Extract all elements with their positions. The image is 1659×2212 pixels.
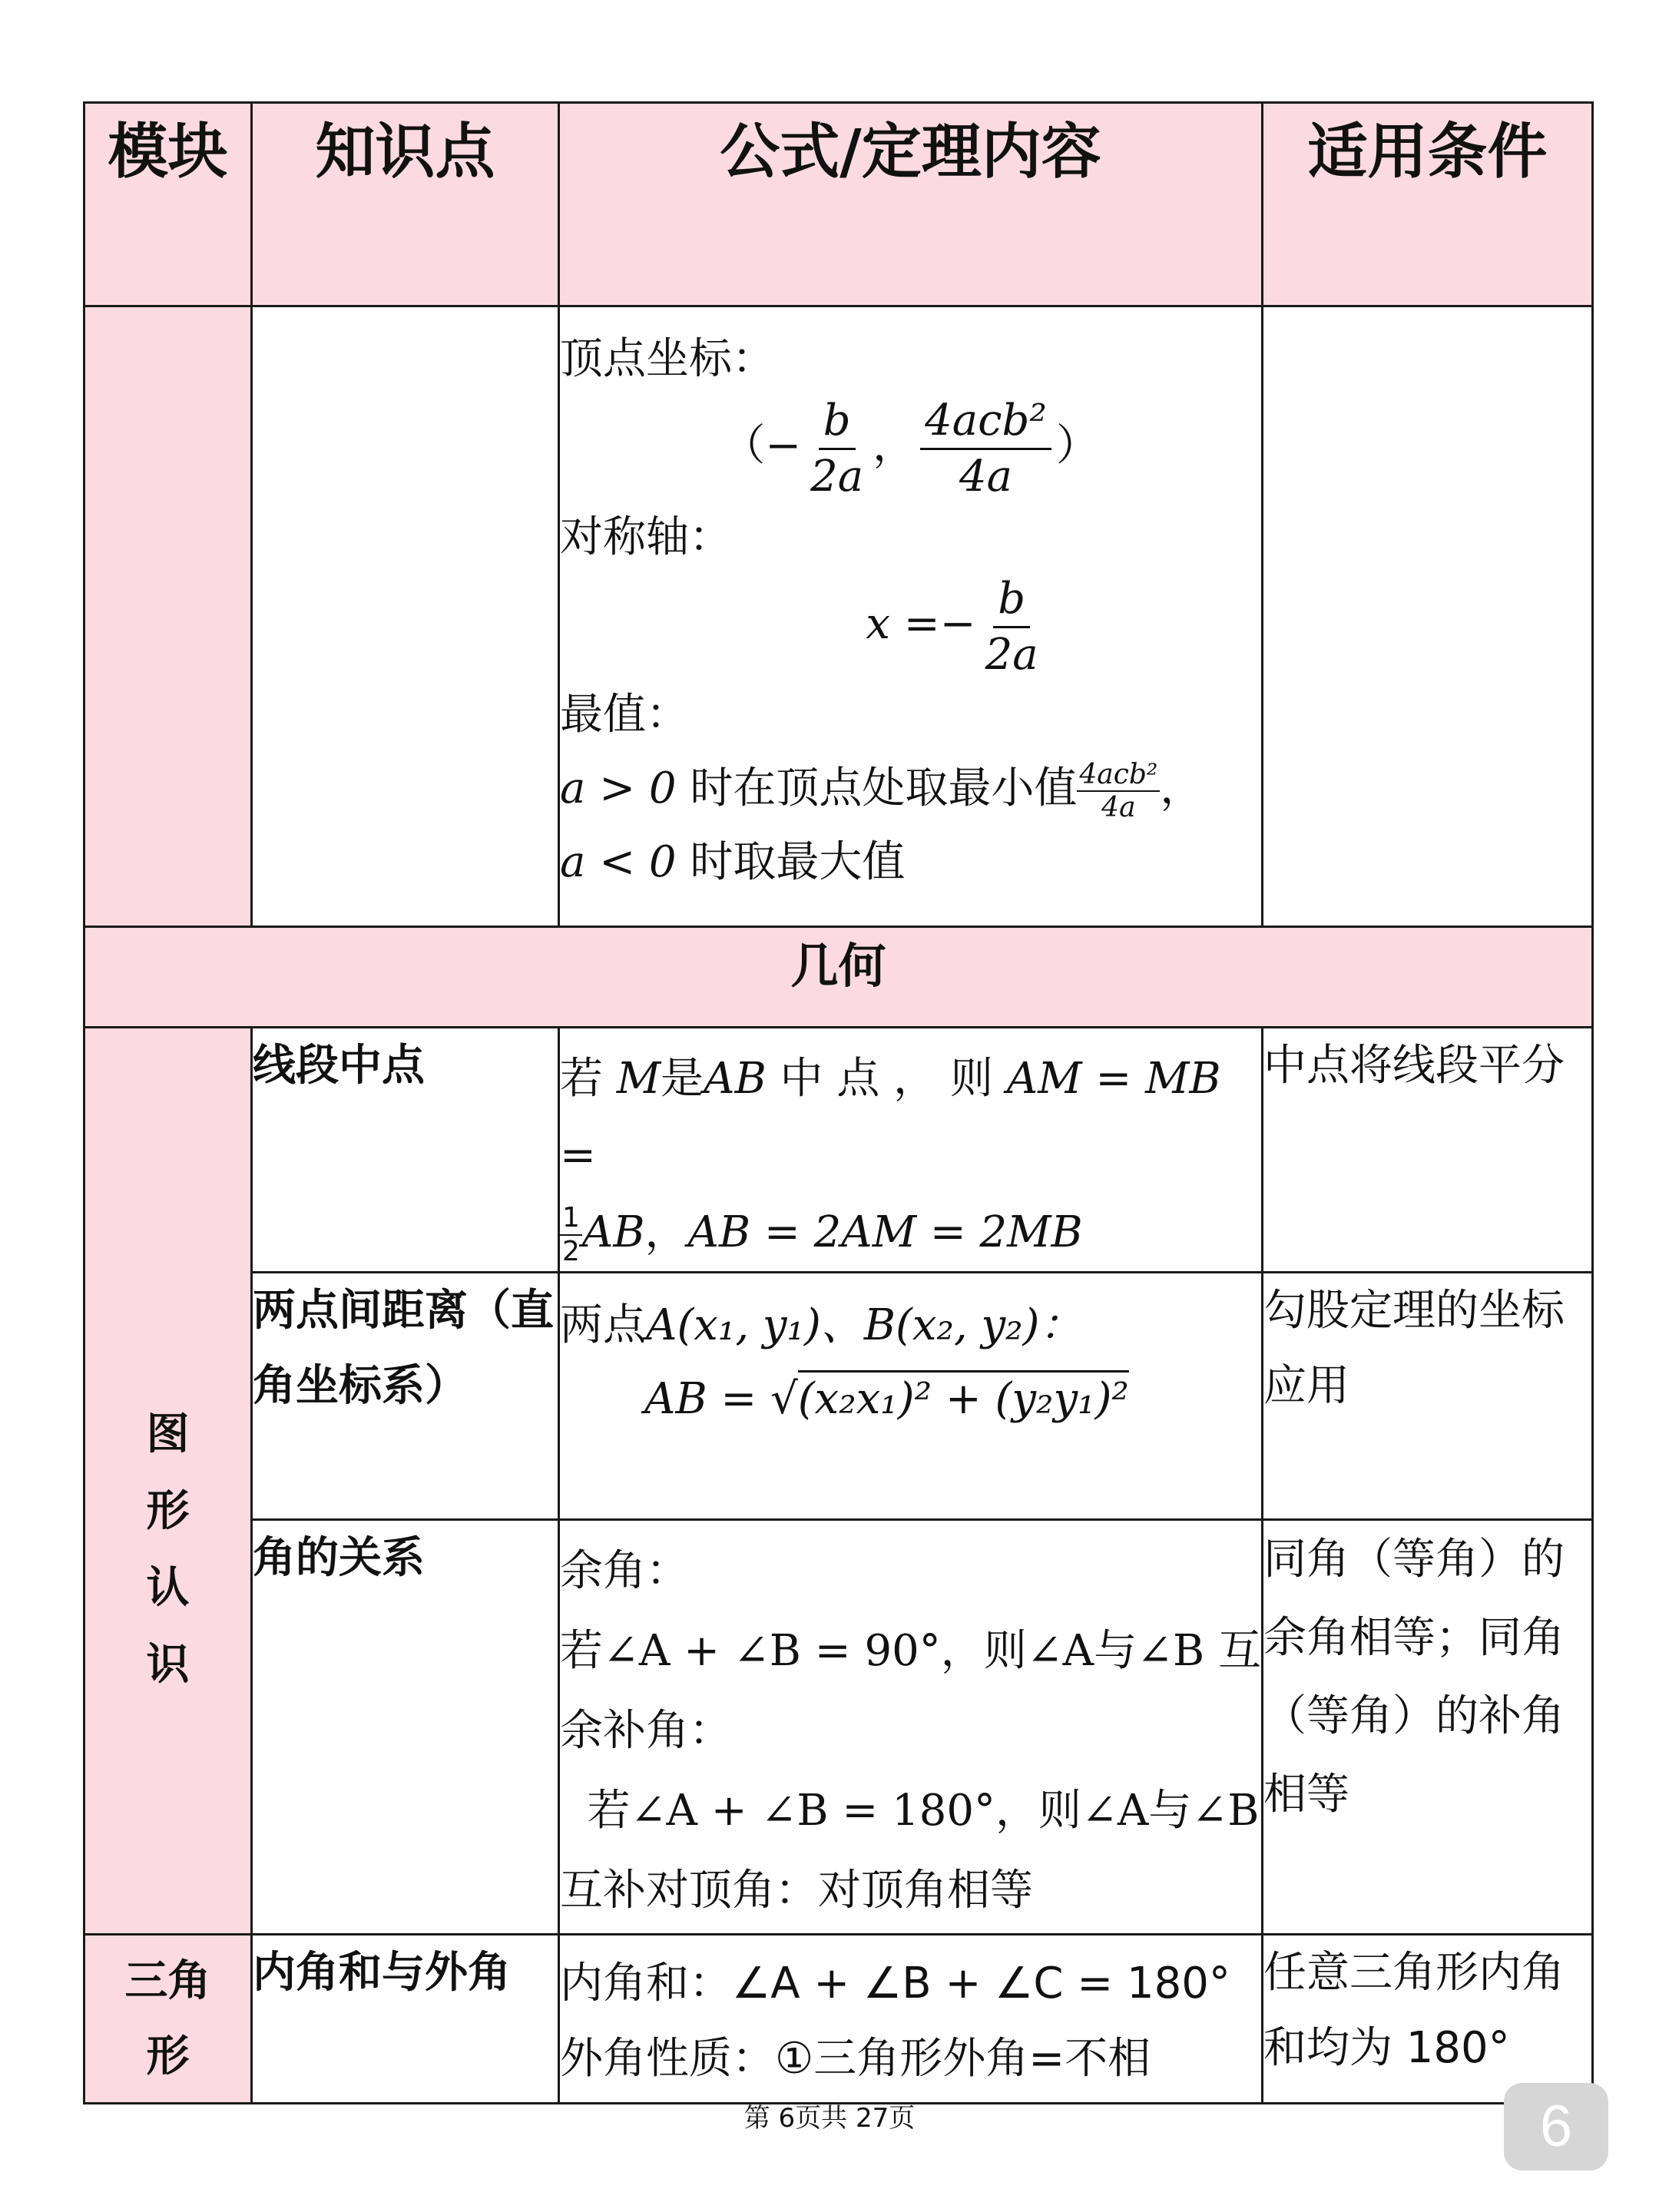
formula-cell-quadratic (559, 306, 1263, 927)
section-row-geometry (84, 927, 1593, 1028)
formula-distance: 两点A(x₁, y₁)、B(x₂, y₂)： AB = √(x₂x₁)² + (y₂y₁)² (559, 1273, 1263, 1520)
formula-angle: 余角： 若∠A + ∠B = 90°，则∠A与∠B 互 余补角： 若∠A + ∠B = 180°，则∠A与∠B 互补对顶角：对顶角相等 (559, 1520, 1263, 1935)
condition-angle: 同角（等角）的余角相等；同角（等角）的补角相等 (1263, 1520, 1593, 1935)
condition-cell-empty (1263, 306, 1593, 927)
formula-midpoint: 若 M是AB 中 点 ， 则 AM = MB = $\frac{1}{2}$ AB，AB = 2AM = 2MB (559, 1028, 1263, 1273)
condition-distance: 勾股定理的坐标应用 (1263, 1273, 1593, 1520)
vertex-label: 顶点坐标： (560, 334, 775, 384)
extreme-line-2: a < 0 时取最大值 (560, 837, 906, 888)
header-condition: 适用条件 (1263, 103, 1593, 306)
point-angle: 角的关系 (252, 1520, 559, 1935)
formula-triangle: 内角和：∠A + ∠B + ∠C = 180° 外角性质：①三角形外角=不相 (559, 1935, 1263, 2104)
extreme-label: 最值： (560, 690, 689, 740)
axis-formula: x =− $\frac{b}{2a}$ (866, 574, 1038, 680)
section-title-geometry: 几何 (84, 927, 1593, 1028)
table-header-row (84, 103, 1593, 306)
vertex-formula: （− $\frac{b}{2a}$ ， $\frac{\text{4acb²}}{4a}$ ） (722, 396, 1099, 502)
table-row-midpoint (84, 1028, 1593, 1273)
header-knowledge-point: 知识点 (252, 103, 559, 306)
module-figure-recognition: 图形认识 (84, 1028, 252, 1935)
condition-triangle: 任意三角形内角和均为 180° (1263, 1935, 1593, 2104)
header-formula: 公式/定理内容 (559, 103, 1263, 306)
module-triangle: 三角形 (84, 1935, 252, 2104)
page-footer: 第 6页共 27页 (743, 2103, 916, 2134)
point-distance: 两点间距离（直角坐标系） (252, 1273, 559, 1520)
axis-label: 对称轴： (560, 512, 732, 562)
condition-midpoint: 中点将线段平分 (1263, 1028, 1593, 1273)
extreme-line-1: a > 0 时在顶点处取最小值 4acb² 4a ， (560, 758, 1204, 824)
header-module: 模块 (84, 103, 252, 306)
point-midpoint: 线段中点 (252, 1028, 559, 1273)
table-row-quadratic (84, 306, 1593, 927)
knowledge-table (83, 101, 1594, 2104)
point-triangle: 内角和与外角 (252, 1935, 559, 2104)
module-cell-empty (84, 306, 252, 927)
point-cell-empty (252, 306, 559, 927)
table-row-distance (84, 1273, 1593, 1520)
page-number-badge: 6 (1504, 2083, 1608, 2171)
table-row-triangle (84, 1935, 1593, 2104)
table-row-angle (84, 1520, 1593, 1935)
